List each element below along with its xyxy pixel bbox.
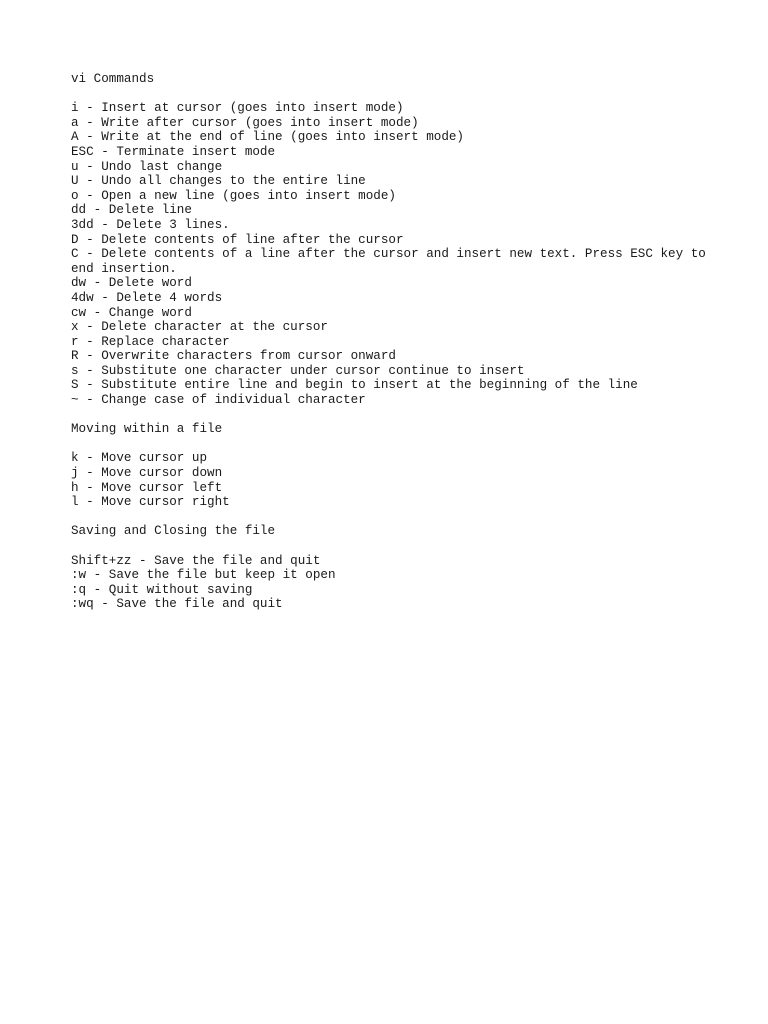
command-line: k - Move cursor up bbox=[71, 451, 208, 466]
command-line: 4dw - Delete 4 words bbox=[71, 290, 223, 305]
command-line: r - Replace character bbox=[71, 334, 230, 349]
command-line: dd - Delete line bbox=[71, 203, 192, 218]
command-line: 3dd - Delete 3 lines. bbox=[71, 217, 230, 232]
section-vi-commands bbox=[71, 72, 714, 408]
command-line: U - Undo all changes to the entire line bbox=[71, 174, 366, 189]
command-line: cw - Change word bbox=[71, 305, 192, 320]
command-line: u - Undo last change bbox=[71, 159, 223, 174]
command-line: o - Open a new line (goes into insert mode) bbox=[71, 188, 396, 203]
command-line: j - Move cursor down bbox=[71, 466, 223, 481]
command-line: Shift+zz - Save the file and quit bbox=[71, 553, 321, 568]
command-line: h - Move cursor left bbox=[71, 480, 223, 495]
command-line: x - Delete character at the cursor bbox=[71, 320, 328, 335]
command-line: s - Substitute one character under cursor continue to insert bbox=[71, 363, 525, 378]
command-line: :w - Save the file but keep it open bbox=[71, 568, 336, 583]
command-line: :wq - Save the file and quit bbox=[71, 597, 283, 612]
command-line: ESC - Terminate insert mode bbox=[71, 144, 276, 159]
document-page bbox=[71, 72, 714, 627]
command-line: ~ - Change case of individual character bbox=[71, 393, 366, 408]
command-line: A - Write at the end of line (goes into insert mode) bbox=[71, 130, 464, 145]
command-line: C - Delete contents of a line after the cursor and insert new text. Press ESC key to end insertion. bbox=[71, 247, 714, 276]
command-line: S - Substitute entire line and begin to insert at the beginning of the line bbox=[71, 378, 638, 393]
section-title: vi Commands bbox=[71, 72, 155, 86]
command-line: :q - Quit without saving bbox=[71, 582, 253, 597]
command-line: D - Delete contents of line after the cursor bbox=[71, 232, 404, 247]
section-title: Moving within a file bbox=[71, 422, 223, 437]
section-moving-within-file bbox=[71, 422, 711, 510]
command-line: i - Insert at cursor (goes into insert mode) bbox=[71, 101, 404, 116]
command-line: l - Move cursor right bbox=[71, 495, 230, 510]
command-line: dw - Delete word bbox=[71, 276, 192, 291]
section-title: Saving and Closing the file bbox=[71, 524, 276, 539]
command-line: R - Overwrite characters from cursor onward bbox=[71, 349, 396, 364]
section-saving-closing bbox=[71, 524, 711, 612]
command-line: a - Write after cursor (goes into insert mode) bbox=[71, 115, 419, 130]
